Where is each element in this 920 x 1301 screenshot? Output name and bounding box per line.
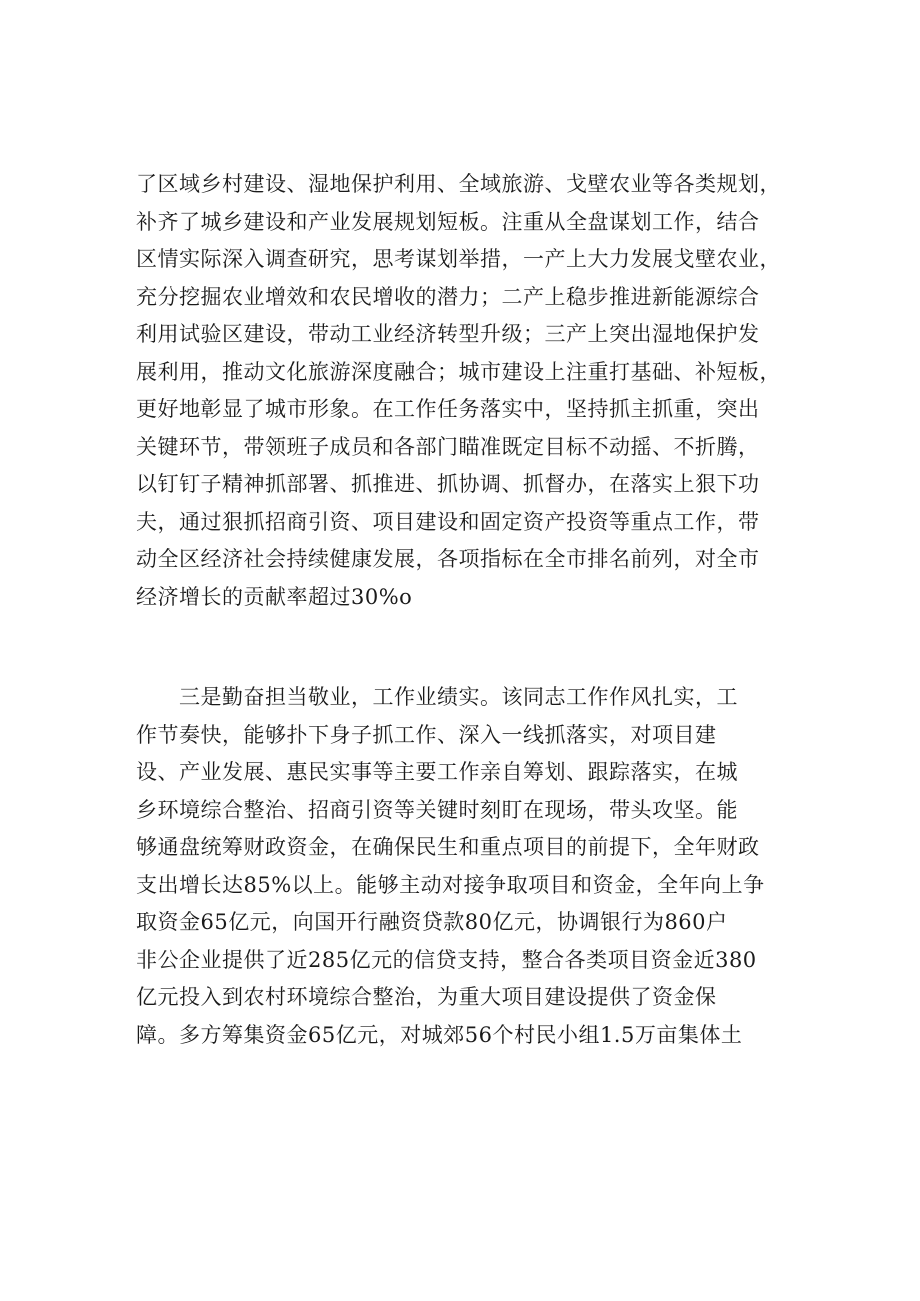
text-line: 以钉钉子精神抓部署、抓推进、抓协调、抓督办，在落实上狠下功 (136, 472, 760, 496)
text-line: 关键环节，带领班子成员和各部门瞄准既定目标不动摇、不折腾， (136, 434, 760, 459)
text-line: 展利用，推动文化旅游深度融合；城市建设上注重打基础、补短板， (136, 359, 781, 384)
text-line: 障。多方筹集资金65亿元，对城郊56个村民小组1.5万亩集体土 (136, 1022, 743, 1047)
text-line: 够通盘统筹财政资金，在确保民生和重点项目的前提下，全年财政 (136, 835, 760, 859)
text-line: 补齐了城乡建设和产业发展规划短板。注重从全盘谋划工作，结合 (136, 209, 760, 234)
text-line: 经济增长的贡献率超过30%o (136, 584, 413, 609)
text-line: 充分挖掘农业增效和农民增收的潜力；二产上稳步推进新能源综合 (136, 284, 760, 309)
paragraph-governance-planning (136, 166, 816, 616)
text-line: 利用试验区建设，带动工业经济转型升级；三产上突出湿地保护发 (136, 322, 760, 346)
text-line: 作节奏快，能够扑下身子抓工作、深入一线抓落实，对项目建 (136, 722, 717, 747)
text-line: 亿元投入到农村环境综合整治，为重大项目建设提供了资金保 (136, 985, 717, 1009)
text-line: 区情实际深入调查研究，思考谋划举措，一产上大力发展戈壁农业， (136, 247, 781, 271)
text-line: 支出增长达85%以上。能够主动对接争取项目和资金，全年向上争 (136, 872, 765, 897)
text-line: 夫，通过狠抓招商引资、项目建设和固定资产投资等重点工作，带 (136, 509, 760, 534)
text-line: 更好地彰显了城市形象。在工作任务落实中，坚持抓主抓重，突出 (136, 397, 760, 421)
paragraph-diligence-performance (136, 679, 816, 1054)
text-line: 取资金65亿元，向国开行融资贷款80亿元，协调银行为860户 (136, 910, 728, 934)
text-line: 了区域乡村建设、湿地保护利用、全域旅游、戈壁农业等各类规划， (136, 172, 781, 196)
text-line: 乡环境综合整治、招商引资等关键时刻盯在现场，带头攻坚。能 (136, 797, 738, 822)
text-line: 非公企业提供了近285亿元的信贷支持，整合各类项目资金近380 (136, 947, 757, 972)
text-line: 设、产业发展、惠民实事等主要工作亲自筹划、跟踪落实，在城 (136, 760, 738, 784)
text-line: 动全区经济社会持续健康发展，各项指标在全市排名前列，对全市 (136, 547, 760, 571)
text-line: 三是勤奋担当敬业，工作业绩实。该同志工作作风扎实，工 (136, 685, 738, 709)
